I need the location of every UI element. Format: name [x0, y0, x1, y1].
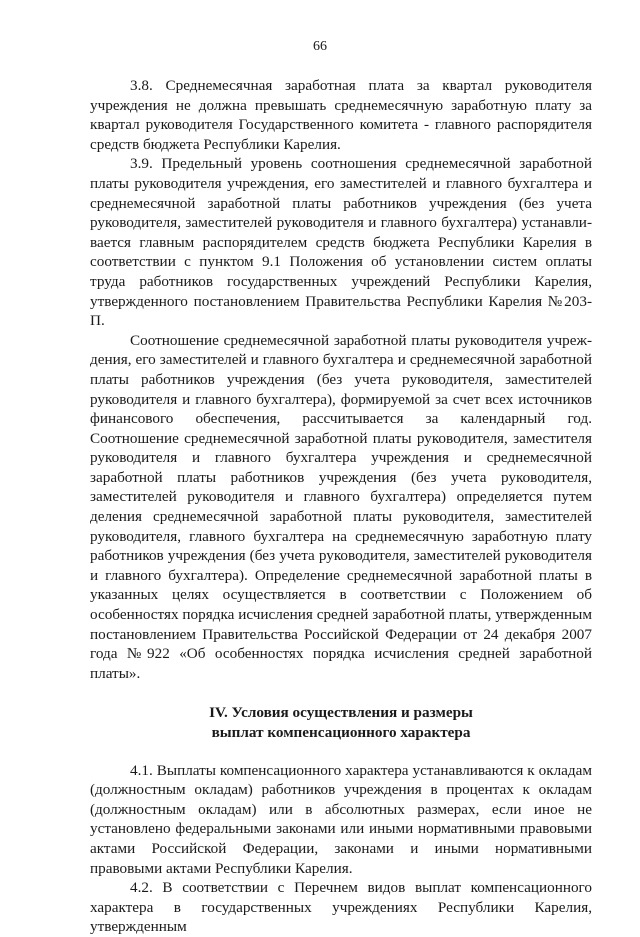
paragraph-3-9: 3.9. Предельный уровень соотношения среднемесячной заработной платы руководителя учреждения, его заместителей и главного бухгалтера и среднемесячной заработной платы работников учреждения (без учета руководителя, заместителей руководителя и главного бухгалтера) устанавливается главным распорядителем средств бюджета Республики Карелия в соответствии с пунктом 9.1 Положения об установлении систем оплаты труда работников государственных учреждений Республики Карелия, утвержденного постановлением Правительства Республики Карелия №203-П.	[90, 155, 592, 330]
paragraph-3-8: 3.8. Среднемесячная заработная плата за квартал руководителя учреждения не должна превышать среднемесячную заработную плату за квартал руководителя Государственного комитета - главного распорядителя средств бюджета Республики Карелия.	[90, 77, 592, 153]
document-body	[90, 76, 592, 937]
paragraph-ratio: Соотношение среднемесячной заработной платы руководителя учреждения, его заместителей и главного бухгалтера и среднемесячной заработной платы работников учреждения (без учета руководителя, заместителей руководителя и главного бухгалтера), формируемой за счет всех источников финансового обеспечения, рассчитывается за календарный год. Соотношение среднемесячной заработной платы руководителя, заместителя руководителя и главного бухгалтера учреждения и среднемесячной заработной платы работников учреждения (без учета руководителя, заместителей руководителя и главного бухгалтера) определяется путем деления среднемесячной заработной платы руководителя, заместителей руководителя, главного бухгалтера на среднемесячную заработную плату работников учреждения (без учета руководителя, заместителей руководителя и главного бухгалтера). Определение среднемесячной заработной платы в указанных целях осуществляется в соответствии с Положением об особенностях порядка исчисления средней заработной платы, утвержденным постановлением Правительства Российской Федерации от 24 декабря 2007 года №922 «Об особенностях порядка исчисления средней заработной платы».	[90, 331, 592, 682]
section-heading-line-1: IV. Условия осуществления и размеры	[209, 704, 473, 722]
section-heading-line-2: выплат компенсационного характера	[211, 724, 471, 741]
paragraph-4-1: 4.1. Выплаты компенсационного характера устанавливаются к окладам (должностным окладам) работников учреждения в процентах к окладам (должностным окладам) или в абсолютных размерах, если иное не установлено федеральными законами или иными нормативными правовыми актами Российской Федерации, законами и иными нормативными правовыми актами Республики Карелия.	[90, 761, 592, 877]
paragraph-4-2: 4.2. В соответствии с Перечнем видов выплат компенсационного характера в государственных учреждениях Республики Карелия, утвержденным	[90, 879, 592, 936]
section-heading	[90, 703, 592, 742]
page-number: 66	[313, 39, 327, 54]
